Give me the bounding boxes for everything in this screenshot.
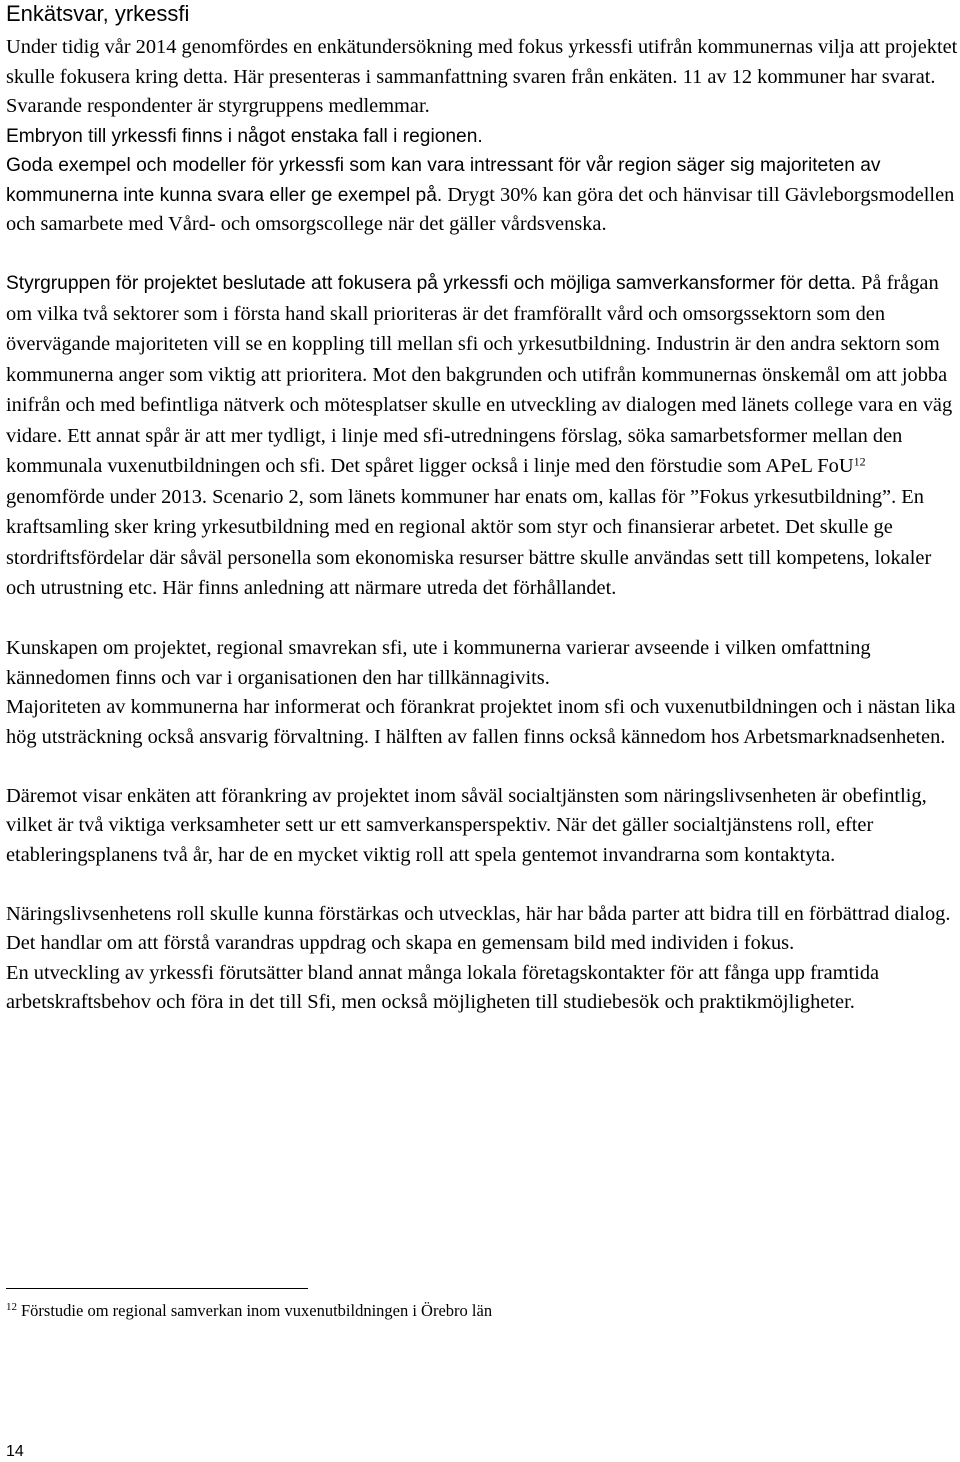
footnote-number: 12 [6, 1300, 17, 1313]
business-unit-paragraph: Näringslivsenhetens roll skulle kunna förstärkas och utvecklas, här har båda parter att bidra till en förbättrad dialog. Det handlar om att förstå varandras uppdrag och skapa en gemensam bild med individen i fokus. [6, 902, 951, 954]
steering-body-end: genomförde under 2013. Scenario 2, som länets kommuner har enats om, kallas för ”Fokus yrkesutbildning”. En kraftsamling sker kring yrkesutbildning med en regional aktör som styr och finansierar arbetet. Det skulle ge stordriftsfördelar där såväl personella som ekonomiska resurser bättre skulle användas sett till kompetens, lokaler och utrustning etc. Här finns anledning att närmare utreda det förhållandet. [6, 485, 932, 599]
steering-paragraph [6, 269, 958, 605]
development-paragraph: En utveckling av yrkessfi förutsätter bland annat många lokala företagskontakter för att fånga upp framtida arbetskraftsbehov och föra in det till Sfi, men också möjligheten till studiebesök och praktikmöjligheter. [6, 961, 880, 1013]
footnote-separator [6, 1288, 308, 1289]
knowledge-paragraph: Kunskapen om projektet, regional smavrekan sfi, ute i kommunerna varierar avseende i vilken omfattning kännedomen finns och var i organisationen den har tillkännagivits. [6, 637, 871, 689]
steering-lead: Styrgruppen för projektet beslutade att fokusera på yrkessfi och möjliga samverkansformer för detta. [6, 273, 856, 294]
steering-body: På frågan om vilka två sektorer som i första hand skall prioriteras är det framförallt vård och omsorgssektorn som den övervägande majoriteten vill se en koppling till mellan sfi och yrkesutbildning. Industrin är den andra sektorn som kommunerna anger som viktig att prioritera. Mot den bakgrunden och utifrån kommunernas önskemål om att jobba inifrån och med befintliga nätverk och mötesplatser skulle en utveckling av dialogen med länets college vara en väg vidare. Ett annat spår är att mer tydligt, i linje med sfi-utredningens förslag, söka samarbetsformer mellan den kommunala vuxenutbildningen och sfi. Det spåret ligger också i linje med den förstudie som APeL FoU [6, 272, 953, 477]
footnote [6, 1301, 492, 1321]
embryo-sentence: Embryon till yrkessfi finns i något enstaka fall i regionen. [6, 125, 483, 147]
majority-paragraph: Majoriteten av kommunerna har informerat och förankrat projektet inom sfi och vuxenutbildningen och i nästan lika hög utsträckning också ansvarig förvaltning. I hälften av fallen finns också kännedom hos Arbetsmarknadsenheten. [6, 696, 956, 748]
social-services-paragraph: Däremot visar enkäten att förankring av projektet inom såväl socialtjänsten som näringslivsenheten är obefintlig, vilket är två viktiga verksamheter sett ur ett samverkansperspektiv. När det gäller socialtjänstens roll, efter etableringsplanens två år, har de en mycket viktig roll att spela gentemot invandrarna som kontaktyta. [6, 784, 927, 866]
footnote-text: Förstudie om regional samverkan inom vuxenutbildningen i Örebro län [21, 1301, 493, 1320]
footnote-ref: 12 [853, 454, 866, 469]
section-heading: Enkätsvar, yrkessfi [6, 1, 190, 26]
body-text [6, 33, 958, 1018]
intro-paragraph: Under tidig vår 2014 genomfördes en enkätundersökning med fokus yrkessfi utifrån kommunernas vilja att projektet skulle fokusera kring detta. Här presenteras i sammanfattning svaren från enkäten. 11 av 12 kommuner har svarat. Svarande respondenter är styrgruppens medlemmar. [6, 36, 958, 117]
page-number: 14 [6, 1443, 24, 1460]
examples-sentence: Goda exempel och modeller för yrkessfi som kan vara intressant för vår region säger sig majoriteten av kommunerna inte kunna svara eller ge exempel på. [6, 155, 881, 206]
gavleborg-sentence: Drygt 30% kan göra det och hänvisar till Gävleborgsmodellen och samarbete med Vård- och omsorgscollege när det gäller vårdsvenska. [6, 183, 955, 235]
examples-paragraph [6, 151, 958, 240]
